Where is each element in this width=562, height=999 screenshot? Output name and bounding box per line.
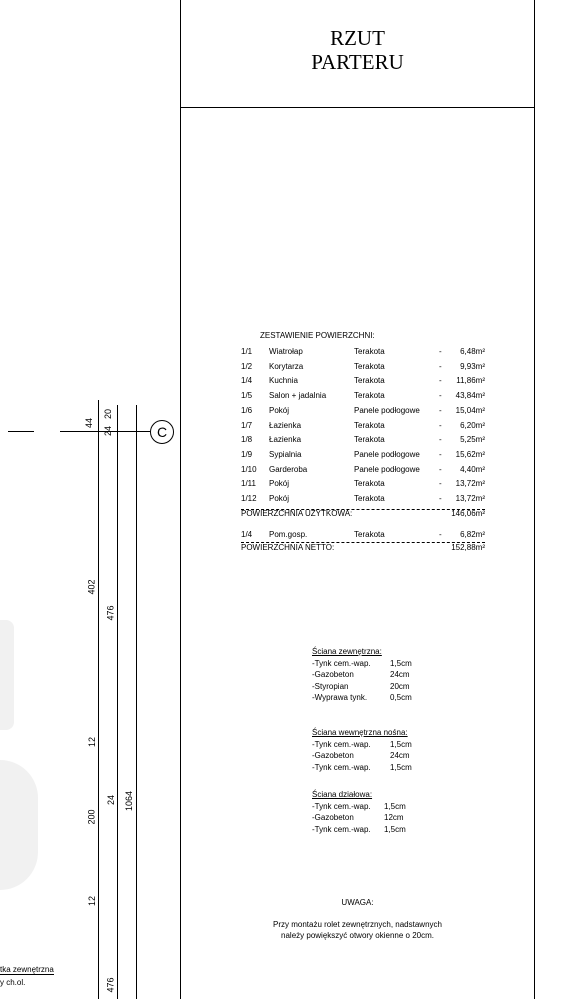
- dimension-line: [98, 400, 99, 999]
- wall-heading: Ściana działowa:: [312, 790, 373, 799]
- row-floor: Terakota: [354, 494, 385, 503]
- row-dash: -: [439, 347, 442, 356]
- frame-right: [534, 0, 535, 999]
- layer-value: 24cm: [390, 670, 410, 679]
- row-floor: Terakota: [354, 391, 385, 401]
- row-dash: -: [439, 405, 442, 415]
- row-area: 43,84m²: [455, 391, 485, 401]
- layer-value: 1,5cm: [390, 762, 412, 772]
- row-dash: -: [439, 449, 442, 459]
- row-number: 1/6: [241, 405, 253, 415]
- drawing-fragment-label: y ch.ol.: [0, 978, 26, 987]
- wall-layer: [312, 812, 422, 824]
- dimension-label: 1064: [124, 790, 135, 812]
- layer-name: -Tynk cem.-wap.: [312, 824, 371, 834]
- row-number: 1/7: [241, 420, 253, 430]
- row-area: 15,04m²: [455, 405, 485, 415]
- row-number: 1/11: [241, 479, 256, 489]
- layer-value: 1,5cm: [390, 658, 412, 668]
- table-row: [241, 404, 485, 418]
- wall-section-external: [312, 646, 422, 704]
- layer-value: 1,5cm: [384, 801, 406, 811]
- row-area: 4,40m²: [460, 464, 485, 474]
- table-row: [241, 463, 485, 477]
- row-room: Kuchnia: [269, 376, 298, 386]
- note-heading: UWAGA:: [341, 898, 374, 907]
- row-dash: -: [439, 464, 442, 474]
- dimension-line: [136, 405, 137, 999]
- wall-layer: [312, 762, 422, 774]
- wall-layer: [312, 739, 422, 751]
- wall-layer: [312, 801, 422, 813]
- table-row: [241, 477, 485, 491]
- row-area: 6,20m²: [460, 420, 485, 430]
- wall-layer: [312, 824, 422, 836]
- row-room: Łazienka: [269, 435, 302, 445]
- row-number: 1/9: [241, 449, 253, 459]
- layer-name: -Tynk cem.-wap.: [312, 658, 371, 668]
- row-number: 1/8: [241, 435, 253, 445]
- wall-heading: Ściana wewnętrzna nośna:: [312, 728, 408, 737]
- wall-layer: [312, 692, 422, 704]
- row-floor: Terakota: [354, 479, 385, 489]
- dimension-label: 24: [106, 794, 117, 806]
- row-floor: Panele podłogowe: [354, 449, 420, 459]
- row-area: 13,72m²: [455, 479, 485, 489]
- row-number: 1/5: [241, 391, 253, 401]
- row-room: Wiatrołap: [269, 347, 303, 356]
- row-dash: -: [439, 530, 442, 539]
- layer-value: 1,5cm: [390, 739, 412, 749]
- row-area: 13,72m²: [455, 494, 485, 503]
- row-floor: Panele podłogowe: [354, 464, 420, 474]
- wall-layer: [312, 669, 422, 681]
- wall-layer: [312, 658, 422, 670]
- wall-heading: Ściana zewnętrzna:: [312, 647, 382, 656]
- dimension-label: 24: [103, 425, 114, 437]
- drawing-fragment-label: tka zewnętrzna: [0, 965, 54, 974]
- row-floor: Terakota: [354, 530, 385, 539]
- row-number: 1/4: [241, 376, 253, 386]
- layer-name: -Tynk cem.-wap.: [312, 739, 371, 749]
- wall-layer: [312, 750, 422, 762]
- dimension-line: [117, 405, 118, 999]
- row-floor: Terakota: [354, 420, 385, 430]
- row-number: 1/12: [241, 494, 257, 503]
- table-row: [241, 433, 485, 447]
- row-room: Korytarza: [269, 361, 304, 371]
- table-heading: ZESTAWIENIE POWIERZCHNI:: [260, 331, 375, 340]
- row-room: Sypialnia: [269, 449, 302, 459]
- layer-name: -Tynk cem.-wap.: [312, 762, 371, 772]
- uzytkowa-label: POWIERZCHNIA UŻYTKOWA:: [241, 509, 353, 518]
- row-dash: -: [439, 391, 442, 401]
- row-room: Pom.gosp.: [269, 530, 308, 539]
- table-row: [241, 360, 485, 374]
- background-shape: [0, 620, 14, 730]
- row-area: 6,82m²: [460, 530, 485, 539]
- row-dash: -: [439, 494, 442, 503]
- row-number: 1/10: [241, 464, 257, 474]
- frame-left: [180, 0, 181, 999]
- row-area: 9,93m²: [460, 361, 485, 371]
- note-block: [240, 897, 475, 942]
- dimension-label: 12: [87, 736, 98, 748]
- table-row: [241, 492, 485, 506]
- layer-name: -Gazobeton: [312, 751, 354, 760]
- layer-value: 1,5cm: [384, 824, 406, 834]
- row-floor: Terakota: [354, 361, 385, 371]
- row-dash: -: [439, 420, 442, 430]
- table-row: [241, 389, 485, 403]
- row-room: Garderoba: [269, 464, 308, 474]
- row-room: Łazienka: [269, 420, 302, 430]
- frame-divider: [180, 107, 535, 108]
- row-room: Salon + jadalnia: [269, 391, 327, 401]
- table-row: [241, 345, 485, 359]
- row-dash: -: [439, 435, 442, 445]
- note-line: Przy montażu rolet zewnętrznych, nadstawnych: [273, 919, 442, 929]
- row-dash: -: [439, 361, 442, 371]
- background-shape: [0, 760, 38, 890]
- row-floor: Terakota: [354, 376, 385, 386]
- row-floor: Panele podłogowe: [354, 405, 420, 415]
- dimension-label: 476: [105, 605, 116, 621]
- title-line-1: RZUT: [330, 26, 385, 50]
- dimension-label: 20: [103, 408, 114, 420]
- layer-value: 12cm: [384, 813, 404, 822]
- layer-name: -Gazobeton: [312, 670, 354, 679]
- row-floor: Terakota: [354, 347, 385, 356]
- table-row: [241, 374, 485, 388]
- wall-section-internal: [312, 727, 422, 773]
- dimension-label: 476: [105, 977, 116, 993]
- row-number: 1/2: [241, 361, 253, 371]
- axis-marker-c: C: [150, 420, 174, 444]
- layer-value: 24cm: [390, 751, 410, 760]
- uzytkowa-value: 146,06m²: [451, 509, 485, 518]
- dimension-label: 12: [87, 895, 98, 907]
- layer-name: -Wyprawa tynk.: [312, 693, 368, 702]
- dimension-label: 402: [86, 579, 97, 595]
- note-line: należy powiększyć otwory okienne o 20cm.: [281, 931, 434, 940]
- row-room: Pokój: [269, 405, 290, 415]
- row-floor: Terakota: [354, 435, 385, 445]
- axis-line: [8, 431, 34, 432]
- layer-name: -Styropian: [312, 681, 349, 691]
- row-number: 1/4: [241, 530, 253, 539]
- layer-value: 20cm: [390, 681, 410, 691]
- layer-name: -Tynk cem.-wap.: [312, 801, 371, 811]
- table-row: [241, 419, 485, 433]
- dimension-label: 44: [84, 417, 95, 429]
- title-line-2: PARTERU: [311, 50, 404, 74]
- row-area: 6,48m²: [460, 347, 485, 356]
- layer-name: -Gazobeton: [312, 813, 354, 822]
- netto-label: POWIERZCHNIA NETTO:: [241, 543, 335, 552]
- wall-section-partition: [312, 789, 422, 835]
- row-area: 5,25m²: [460, 435, 485, 445]
- table-row: [241, 448, 485, 462]
- layer-value: 0,5cm: [390, 693, 412, 702]
- row-number: 1/1: [241, 347, 253, 356]
- page-title: [181, 26, 534, 74]
- row-area: 11,86m²: [456, 376, 485, 386]
- dimension-label: 200: [86, 809, 97, 825]
- row-area: 15,62m²: [455, 449, 485, 459]
- row-dash: -: [439, 479, 442, 489]
- row-dash: -: [439, 376, 442, 386]
- netto-value: 152,88m²: [451, 543, 485, 552]
- wall-layer: [312, 681, 422, 693]
- row-room: Pokój: [269, 479, 290, 489]
- table-row: [241, 528, 485, 542]
- row-room: Pokój: [269, 494, 290, 503]
